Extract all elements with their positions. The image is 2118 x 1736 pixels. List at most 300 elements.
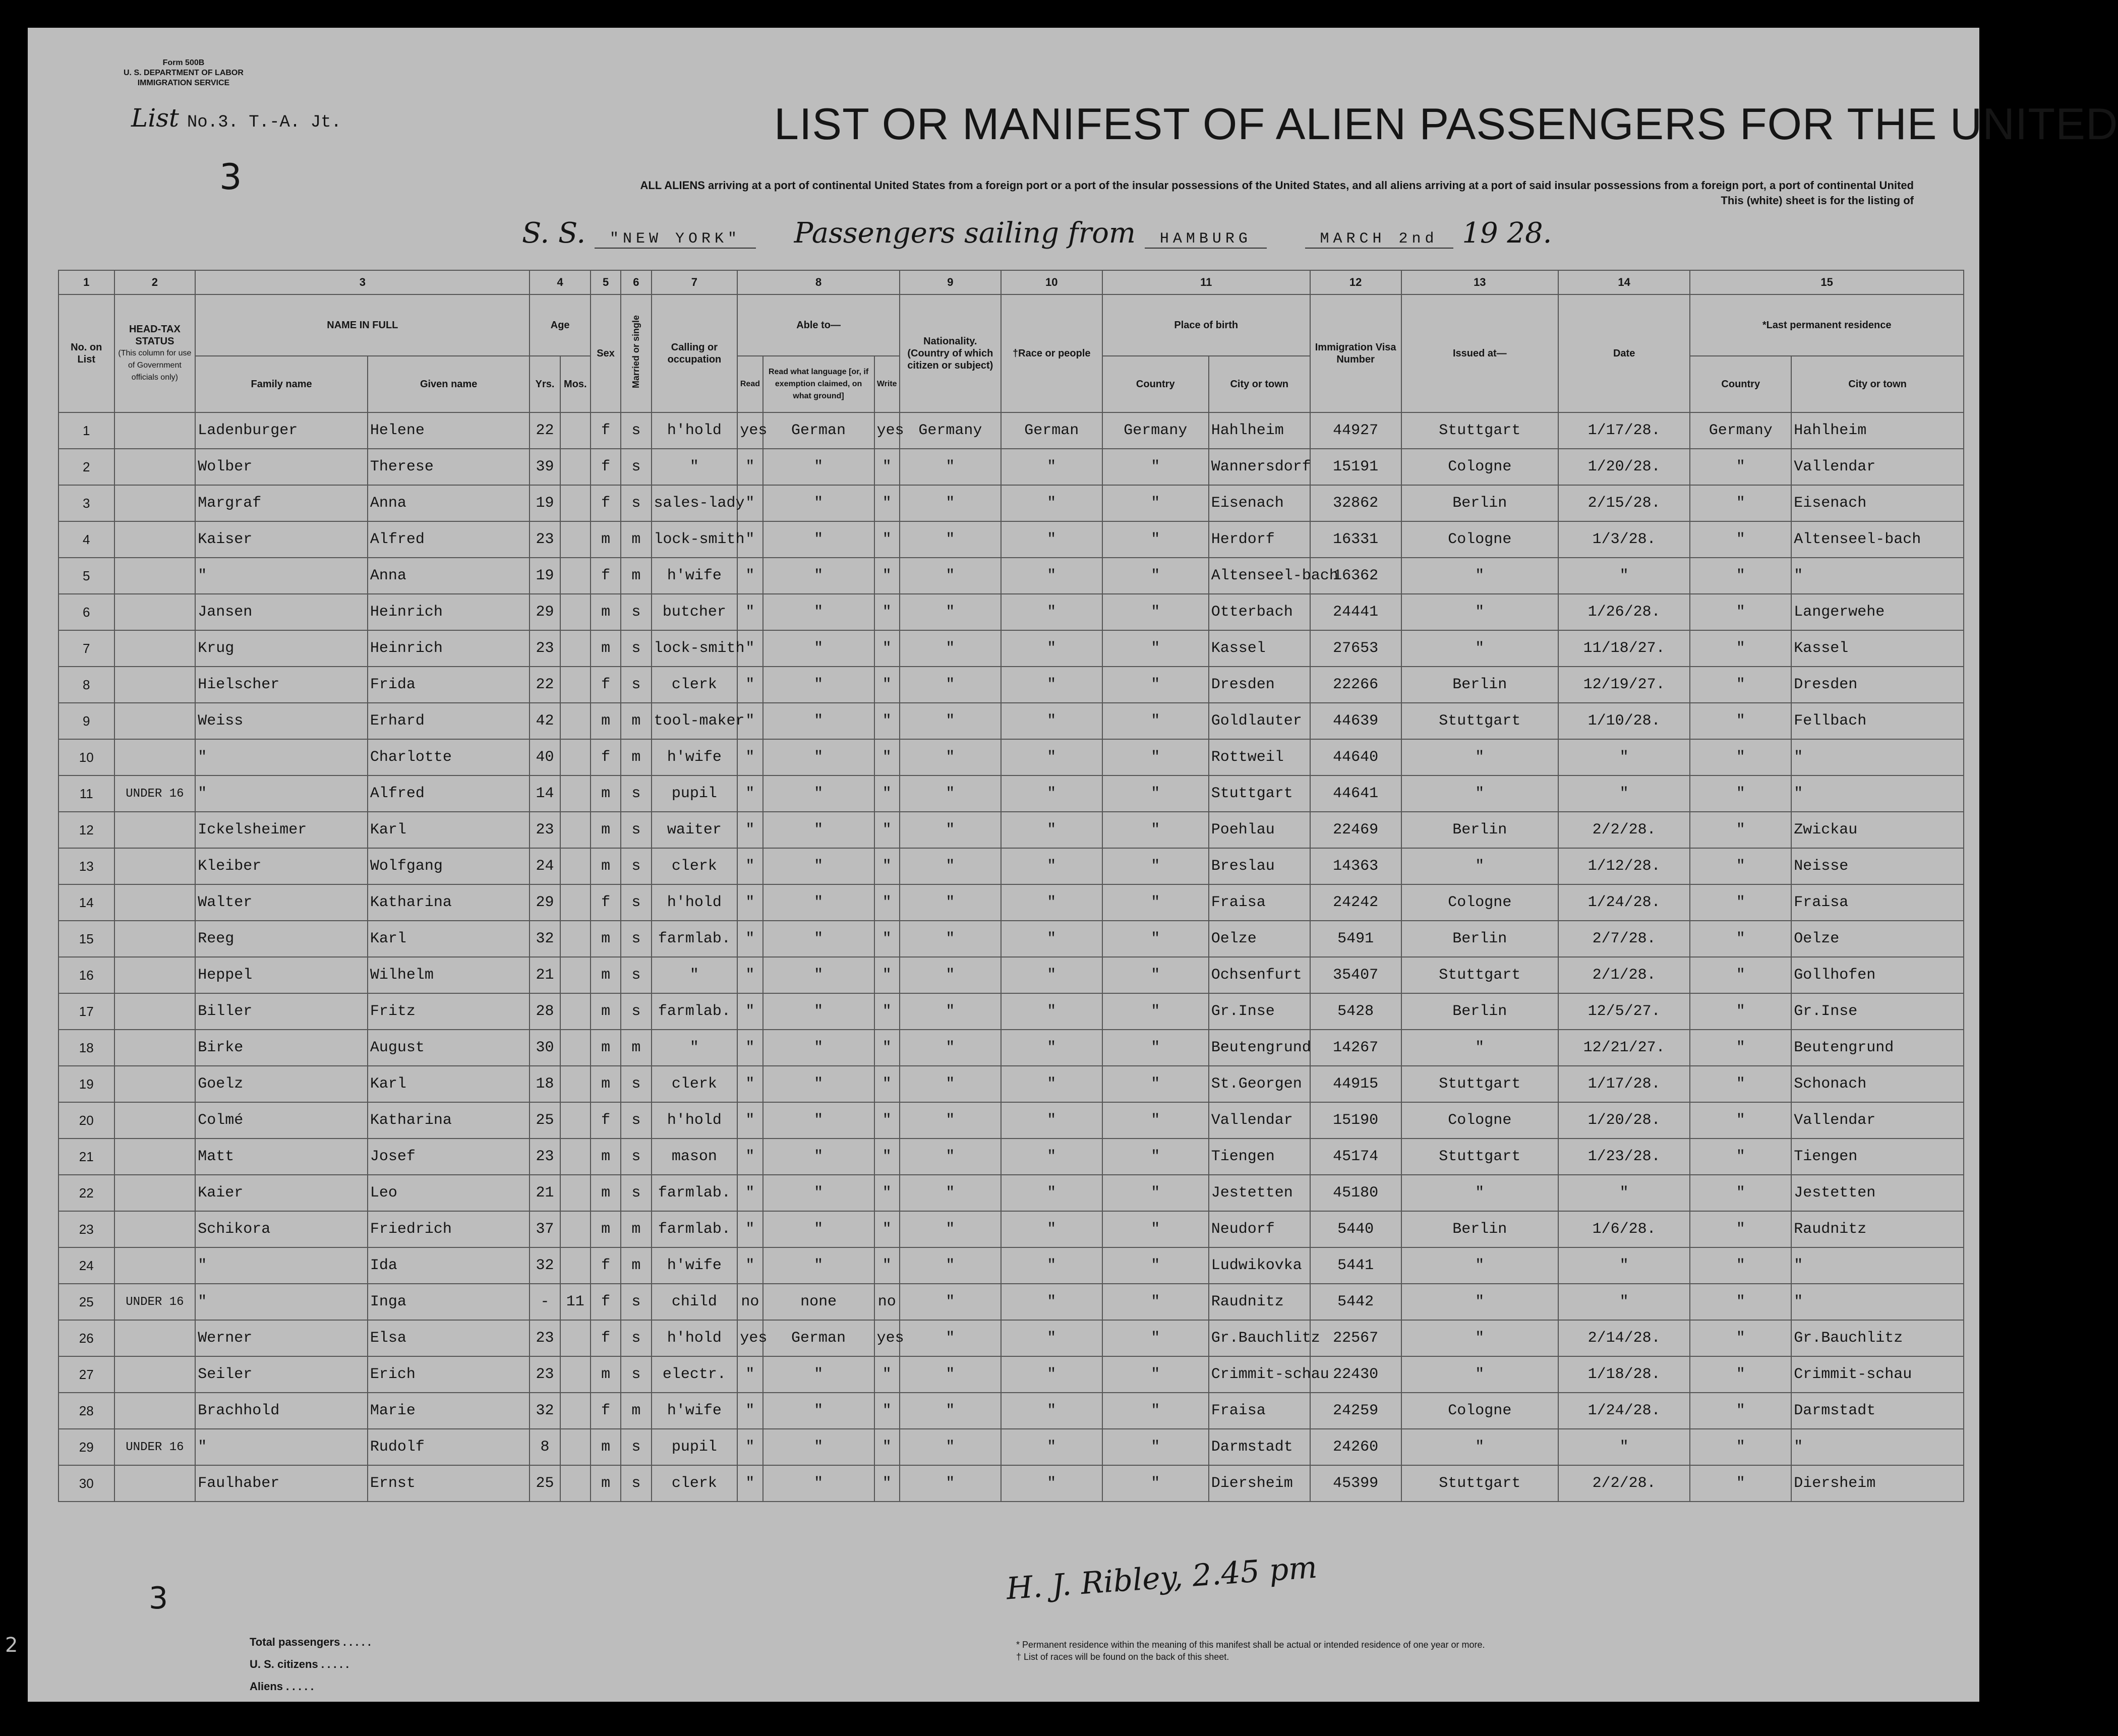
cell-rcountry: " [1690, 485, 1791, 521]
cell-mos [560, 957, 591, 993]
cell-rcity: Kassel [1791, 630, 1964, 667]
cell-visa: 24242 [1310, 884, 1401, 921]
footnote-residence: * Permanent residence within the meaning of this manifest shall be actual or intended residence of one year or more. [1016, 1640, 1485, 1650]
header-write: Write [874, 356, 900, 412]
cell-issued: Stuttgart [1401, 412, 1558, 449]
cell-visa: 5428 [1310, 993, 1401, 1030]
cell-family: Matt [195, 1139, 368, 1175]
cell-date: 12/5/27. [1558, 993, 1690, 1030]
cell-mos [560, 993, 591, 1030]
header-mos: Mos. [560, 356, 591, 412]
cell-status [114, 921, 196, 957]
cell-no: 17 [58, 993, 114, 1030]
head-tax-note: (This column for use of Government officials only) [118, 349, 192, 382]
cell-date: 1/12/28. [1558, 848, 1690, 884]
cell-visa: 45399 [1310, 1465, 1401, 1502]
cell-read: " [737, 485, 762, 521]
cell-write: " [874, 630, 900, 667]
cell-rcountry: " [1690, 521, 1791, 558]
cell-status [114, 1175, 196, 1211]
cell-calling: lock-smith [652, 630, 738, 667]
cell-sex: m [591, 1211, 621, 1247]
cell-sex: m [591, 1030, 621, 1066]
cell-yrs: 19 [530, 485, 560, 521]
cell-read: " [737, 1102, 762, 1139]
cell-given: Charlotte [368, 739, 530, 775]
cell-ms: s [621, 449, 651, 485]
cell-no: 15 [58, 921, 114, 957]
cell-write: " [874, 775, 900, 812]
column-number: 4 [530, 270, 591, 294]
cell-lang: " [763, 521, 874, 558]
cell-given: Anna [368, 558, 530, 594]
cell-mos [560, 1356, 591, 1393]
cell-nat: " [900, 848, 1001, 884]
cell-write: " [874, 449, 900, 485]
cell-mos [560, 667, 591, 703]
cell-date: 1/18/28. [1558, 1356, 1690, 1393]
page-title: LIST OR MANIFEST OF ALIEN PASSENGERS FOR THE UNITED [774, 99, 2118, 149]
cell-ms: m [621, 1393, 651, 1429]
cell-yrs: 25 [530, 1102, 560, 1139]
cell-issued: Berlin [1401, 812, 1558, 848]
cell-ms: s [621, 1102, 651, 1139]
cell-country: " [1102, 1356, 1209, 1393]
cell-city: Ochsenfurt [1209, 957, 1310, 993]
cell-lang: " [763, 775, 874, 812]
cell-given: Helene [368, 412, 530, 449]
cell-nat: " [900, 485, 1001, 521]
cell-mos [560, 1429, 591, 1465]
cell-family: Seiler [195, 1356, 368, 1393]
cell-lang: none [763, 1284, 874, 1320]
cell-rcountry: " [1690, 558, 1791, 594]
cell-date: " [1558, 558, 1690, 594]
cell-race: " [1001, 1356, 1102, 1393]
cell-family: Reeg [195, 921, 368, 957]
cell-date: 1/6/28. [1558, 1211, 1690, 1247]
cell-read: " [737, 667, 762, 703]
cell-date: 2/2/28. [1558, 1465, 1690, 1502]
cell-lang: " [763, 558, 874, 594]
header-calling: Calling or occupation [652, 294, 738, 412]
cell-write: " [874, 1175, 900, 1211]
cell-no: 13 [58, 848, 114, 884]
cell-write: " [874, 1429, 900, 1465]
cell-issued: Stuttgart [1401, 1139, 1558, 1175]
cell-ms: s [621, 812, 651, 848]
cell-race: " [1001, 739, 1102, 775]
column-number: 6 [621, 270, 651, 294]
cell-yrs: 42 [530, 703, 560, 739]
cell-mos [560, 485, 591, 521]
cell-given: Katharina [368, 884, 530, 921]
cell-lang: " [763, 485, 874, 521]
cell-family: Colmé [195, 1102, 368, 1139]
cell-country: " [1102, 993, 1209, 1030]
cell-given: Karl [368, 921, 530, 957]
footnotes [1016, 1639, 1485, 1663]
cell-yrs: 32 [530, 1393, 560, 1429]
cell-no: 5 [58, 558, 114, 594]
cell-city: Neudorf [1209, 1211, 1310, 1247]
cell-nat: Germany [900, 412, 1001, 449]
cell-ms: s [621, 1139, 651, 1175]
cell-country: " [1102, 1393, 1209, 1429]
table-row [58, 1139, 1964, 1175]
cell-visa: 5441 [1310, 1247, 1401, 1284]
table-row [58, 1066, 1964, 1102]
cell-sex: m [591, 775, 621, 812]
cell-ms: s [621, 1429, 651, 1465]
cell-date: " [1558, 1247, 1690, 1284]
cell-sex: m [591, 1139, 621, 1175]
cell-lang: " [763, 1139, 874, 1175]
cell-family: Kaier [195, 1175, 368, 1211]
cell-rcity: Vallendar [1791, 1102, 1964, 1139]
cell-ms: m [621, 558, 651, 594]
cell-country: " [1102, 848, 1209, 884]
cell-sex: m [591, 921, 621, 957]
cell-rcity: " [1791, 775, 1964, 812]
cell-write: " [874, 485, 900, 521]
notice-line-1: ALL ALIENS arriving at a port of continental United States from a foreign port or a port of the insular possessions of the United States, and all aliens arriving at a port of said insular possessions from a foreign port, a port of continental United [640, 179, 1914, 192]
cell-read: " [737, 775, 762, 812]
cell-nat: " [900, 739, 1001, 775]
cell-yrs: 19 [530, 558, 560, 594]
cell-yrs: 24 [530, 848, 560, 884]
cell-family: " [195, 739, 368, 775]
cell-family: Heppel [195, 957, 368, 993]
cell-sex: f [591, 449, 621, 485]
cell-write: yes [874, 412, 900, 449]
cell-race: " [1001, 993, 1102, 1030]
cell-write: " [874, 1393, 900, 1429]
cell-race: " [1001, 521, 1102, 558]
cell-read: " [737, 1139, 762, 1175]
cell-rcountry: " [1690, 1030, 1791, 1066]
cell-status [114, 884, 196, 921]
cell-given: Fritz [368, 993, 530, 1030]
cell-country: " [1102, 449, 1209, 485]
cell-city: Eisenach [1209, 485, 1310, 521]
cell-yrs: 14 [530, 775, 560, 812]
cell-given: Elsa [368, 1320, 530, 1356]
cell-status [114, 1356, 196, 1393]
cell-read: " [737, 1066, 762, 1102]
cell-country: " [1102, 667, 1209, 703]
column-number: 15 [1690, 270, 1964, 294]
cell-date: 12/21/27. [1558, 1030, 1690, 1066]
cell-visa: 22430 [1310, 1356, 1401, 1393]
cell-country: " [1102, 957, 1209, 993]
cell-rcountry: " [1690, 848, 1791, 884]
cell-status [114, 1211, 196, 1247]
cell-rcity: Diersheim [1791, 1465, 1964, 1502]
table-row [58, 884, 1964, 921]
table-row [58, 1393, 1964, 1429]
cell-nat: " [900, 1320, 1001, 1356]
cell-lang: German [763, 1320, 874, 1356]
cell-sex: m [591, 1465, 621, 1502]
cell-nat: " [900, 521, 1001, 558]
cell-calling: clerk [652, 848, 738, 884]
cell-nat: " [900, 812, 1001, 848]
cell-family: Schikora [195, 1211, 368, 1247]
table-row [58, 594, 1964, 630]
form-identifier [124, 58, 244, 88]
cell-issued: " [1401, 558, 1558, 594]
cell-lang: " [763, 921, 874, 957]
table-row [58, 957, 1964, 993]
cell-visa: 16331 [1310, 521, 1401, 558]
cell-family: Wolber [195, 449, 368, 485]
cell-issued: Stuttgart [1401, 1465, 1558, 1502]
notice-line-2: This (white) sheet is for the listing of [1721, 194, 1914, 207]
cell-city: Dresden [1209, 667, 1310, 703]
cell-calling: farmlab. [652, 993, 738, 1030]
cell-date: 1/24/28. [1558, 1393, 1690, 1429]
cell-visa: 32862 [1310, 485, 1401, 521]
cell-rcountry: " [1690, 1356, 1791, 1393]
cell-date: 1/17/28. [1558, 1066, 1690, 1102]
cell-read: " [737, 1175, 762, 1211]
cell-nat: " [900, 449, 1001, 485]
voyage-line [522, 217, 1552, 250]
cell-ms: s [621, 1066, 651, 1102]
cell-no: 28 [58, 1393, 114, 1429]
cell-mos [560, 558, 591, 594]
cell-status [114, 558, 196, 594]
passenger-rows [58, 412, 1964, 1502]
header-married [621, 294, 651, 412]
cell-date: 12/19/27. [1558, 667, 1690, 703]
cell-status [114, 957, 196, 993]
cell-given: Josef [368, 1139, 530, 1175]
department-name: U. S. DEPARTMENT OF LABOR [124, 69, 244, 77]
cell-given: Karl [368, 1066, 530, 1102]
header-read-language: Read what language [or, if exemption claimed, on what ground] [763, 356, 874, 412]
cell-family: Biller [195, 993, 368, 1030]
header-place-of-birth: Place of birth [1102, 294, 1310, 356]
cell-issued: Berlin [1401, 921, 1558, 957]
cell-status [114, 812, 196, 848]
cell-status [114, 1465, 196, 1502]
cell-mos [560, 1211, 591, 1247]
cell-date: 2/15/28. [1558, 485, 1690, 521]
cell-write: " [874, 1465, 900, 1502]
cell-calling: pupil [652, 775, 738, 812]
cell-lang: " [763, 1247, 874, 1284]
cell-visa: 14363 [1310, 848, 1401, 884]
cell-issued: Berlin [1401, 993, 1558, 1030]
cell-rcity: Tiengen [1791, 1139, 1964, 1175]
cell-race: " [1001, 884, 1102, 921]
cell-visa: 15191 [1310, 449, 1401, 485]
cell-race: " [1001, 630, 1102, 667]
cell-issued: Cologne [1401, 449, 1558, 485]
cell-family: Krug [195, 630, 368, 667]
cell-rcountry: " [1690, 1247, 1791, 1284]
cell-given: Frida [368, 667, 530, 703]
cell-no: 30 [58, 1465, 114, 1502]
cell-lang: " [763, 1211, 874, 1247]
cell-calling: h'wife [652, 1393, 738, 1429]
cell-given: Inga [368, 1284, 530, 1320]
cell-city: Stuttgart [1209, 775, 1310, 812]
header-issued-at: Issued at— [1401, 294, 1558, 412]
cell-rcity: Fraisa [1791, 884, 1964, 921]
cell-visa: 5491 [1310, 921, 1401, 957]
cell-rcountry: " [1690, 1465, 1791, 1502]
cell-country: " [1102, 485, 1209, 521]
cell-lang: " [763, 1102, 874, 1139]
cell-country: " [1102, 630, 1209, 667]
cell-country: " [1102, 1320, 1209, 1356]
cell-city: Fraisa [1209, 1393, 1310, 1429]
cell-date: 1/26/28. [1558, 594, 1690, 630]
table-row [58, 449, 1964, 485]
cell-family: Goelz [195, 1066, 368, 1102]
cell-calling: farmlab. [652, 921, 738, 957]
cell-sex: f [591, 1393, 621, 1429]
cell-issued: " [1401, 848, 1558, 884]
cell-rcountry: " [1690, 739, 1791, 775]
cell-date: 1/20/28. [1558, 449, 1690, 485]
header-name-in-full: NAME IN FULL [195, 294, 530, 356]
cell-city: Fraisa [1209, 884, 1310, 921]
cell-calling: " [652, 1030, 738, 1066]
cell-visa: 22469 [1310, 812, 1401, 848]
cell-ms: s [621, 884, 651, 921]
cell-lang: " [763, 667, 874, 703]
cell-family: " [195, 1247, 368, 1284]
cell-ms: s [621, 1356, 651, 1393]
cell-nat: " [900, 1102, 1001, 1139]
cell-sex: m [591, 1429, 621, 1465]
table-row [58, 812, 1964, 848]
cell-race: " [1001, 1429, 1102, 1465]
cell-status [114, 1393, 196, 1429]
cell-issued: " [1401, 1175, 1558, 1211]
cell-rcity: " [1791, 739, 1964, 775]
cell-city: Goldlauter [1209, 703, 1310, 739]
cell-visa: 24441 [1310, 594, 1401, 630]
cell-rcountry: " [1690, 1175, 1791, 1211]
cell-calling: child [652, 1284, 738, 1320]
cell-given: Katharina [368, 1102, 530, 1139]
cell-write: " [874, 739, 900, 775]
cell-issued: " [1401, 739, 1558, 775]
cell-no: 19 [58, 1066, 114, 1102]
cell-ms: s [621, 775, 651, 812]
cell-date: " [1558, 1429, 1690, 1465]
cell-city: Gr.Inse [1209, 993, 1310, 1030]
cell-visa: 45180 [1310, 1175, 1401, 1211]
cell-given: Erich [368, 1356, 530, 1393]
cell-visa: 44915 [1310, 1066, 1401, 1102]
cell-mos [560, 1030, 591, 1066]
column-number: 11 [1102, 270, 1310, 294]
cell-issued: " [1401, 1030, 1558, 1066]
cell-read: " [737, 1465, 762, 1502]
cell-family: Birke [195, 1030, 368, 1066]
cell-write: " [874, 957, 900, 993]
cell-city: Gr.Bauchlitz [1209, 1320, 1310, 1356]
cell-issued: Cologne [1401, 1102, 1558, 1139]
table-row [58, 848, 1964, 884]
cell-issued: Berlin [1401, 1211, 1558, 1247]
header-given-name: Given name [368, 356, 530, 412]
year-label: 19 [1462, 217, 1498, 250]
cell-race: " [1001, 957, 1102, 993]
table-row [58, 1247, 1964, 1284]
cell-calling: electr. [652, 1356, 738, 1393]
cell-city: Altenseel-bach [1209, 558, 1310, 594]
cell-family: Kleiber [195, 848, 368, 884]
cell-yrs: 23 [530, 1320, 560, 1356]
cell-nat: " [900, 667, 1001, 703]
cell-city: Beutengrund [1209, 1030, 1310, 1066]
cell-no: 12 [58, 812, 114, 848]
cell-city: Hahlheim [1209, 412, 1310, 449]
cell-sex: f [591, 739, 621, 775]
ss-label: S. S. [522, 217, 586, 250]
cell-read: " [737, 957, 762, 993]
column-number-row [58, 270, 1964, 294]
cell-date: 2/7/28. [1558, 921, 1690, 957]
cell-issued: " [1401, 1320, 1558, 1356]
cell-date: 1/3/28. [1558, 521, 1690, 558]
header-nationality: Nationality. (Country of which citizen or subject) [900, 294, 1001, 412]
cell-family: Walter [195, 884, 368, 921]
cell-calling: " [652, 957, 738, 993]
cell-given: Alfred [368, 775, 530, 812]
cell-city: Breslau [1209, 848, 1310, 884]
cell-rcountry: " [1690, 667, 1791, 703]
cell-country: " [1102, 739, 1209, 775]
inspector-signature: H. J. Ribley, 2.45 pm [1005, 1549, 1319, 1607]
column-number: 7 [652, 270, 738, 294]
cell-ms: m [621, 1030, 651, 1066]
cell-nat: " [900, 775, 1001, 812]
cell-rcountry: " [1690, 957, 1791, 993]
cell-read: " [737, 812, 762, 848]
cell-sex: f [591, 667, 621, 703]
cell-status [114, 630, 196, 667]
cell-rcountry: " [1690, 1284, 1791, 1320]
cell-yrs: 23 [530, 812, 560, 848]
cell-write: " [874, 1102, 900, 1139]
sheet-mark: 3 [219, 156, 242, 198]
cell-mos [560, 1465, 591, 1502]
cell-city: Raudnitz [1209, 1284, 1310, 1320]
cell-status [114, 485, 196, 521]
cell-date: 1/10/28. [1558, 703, 1690, 739]
cell-given: Rudolf [368, 1429, 530, 1465]
departure-port: HAMBURG [1145, 230, 1267, 249]
cell-issued: Stuttgart [1401, 1066, 1558, 1102]
cell-nat: " [900, 1139, 1001, 1175]
cell-sex: f [591, 1284, 621, 1320]
cell-mos [560, 412, 591, 449]
cell-sex: m [591, 594, 621, 630]
header-family-name: Family name [195, 356, 368, 412]
cell-write: no [874, 1284, 900, 1320]
cell-calling: h'wife [652, 1247, 738, 1284]
cell-status [114, 1247, 196, 1284]
cell-write: " [874, 1139, 900, 1175]
